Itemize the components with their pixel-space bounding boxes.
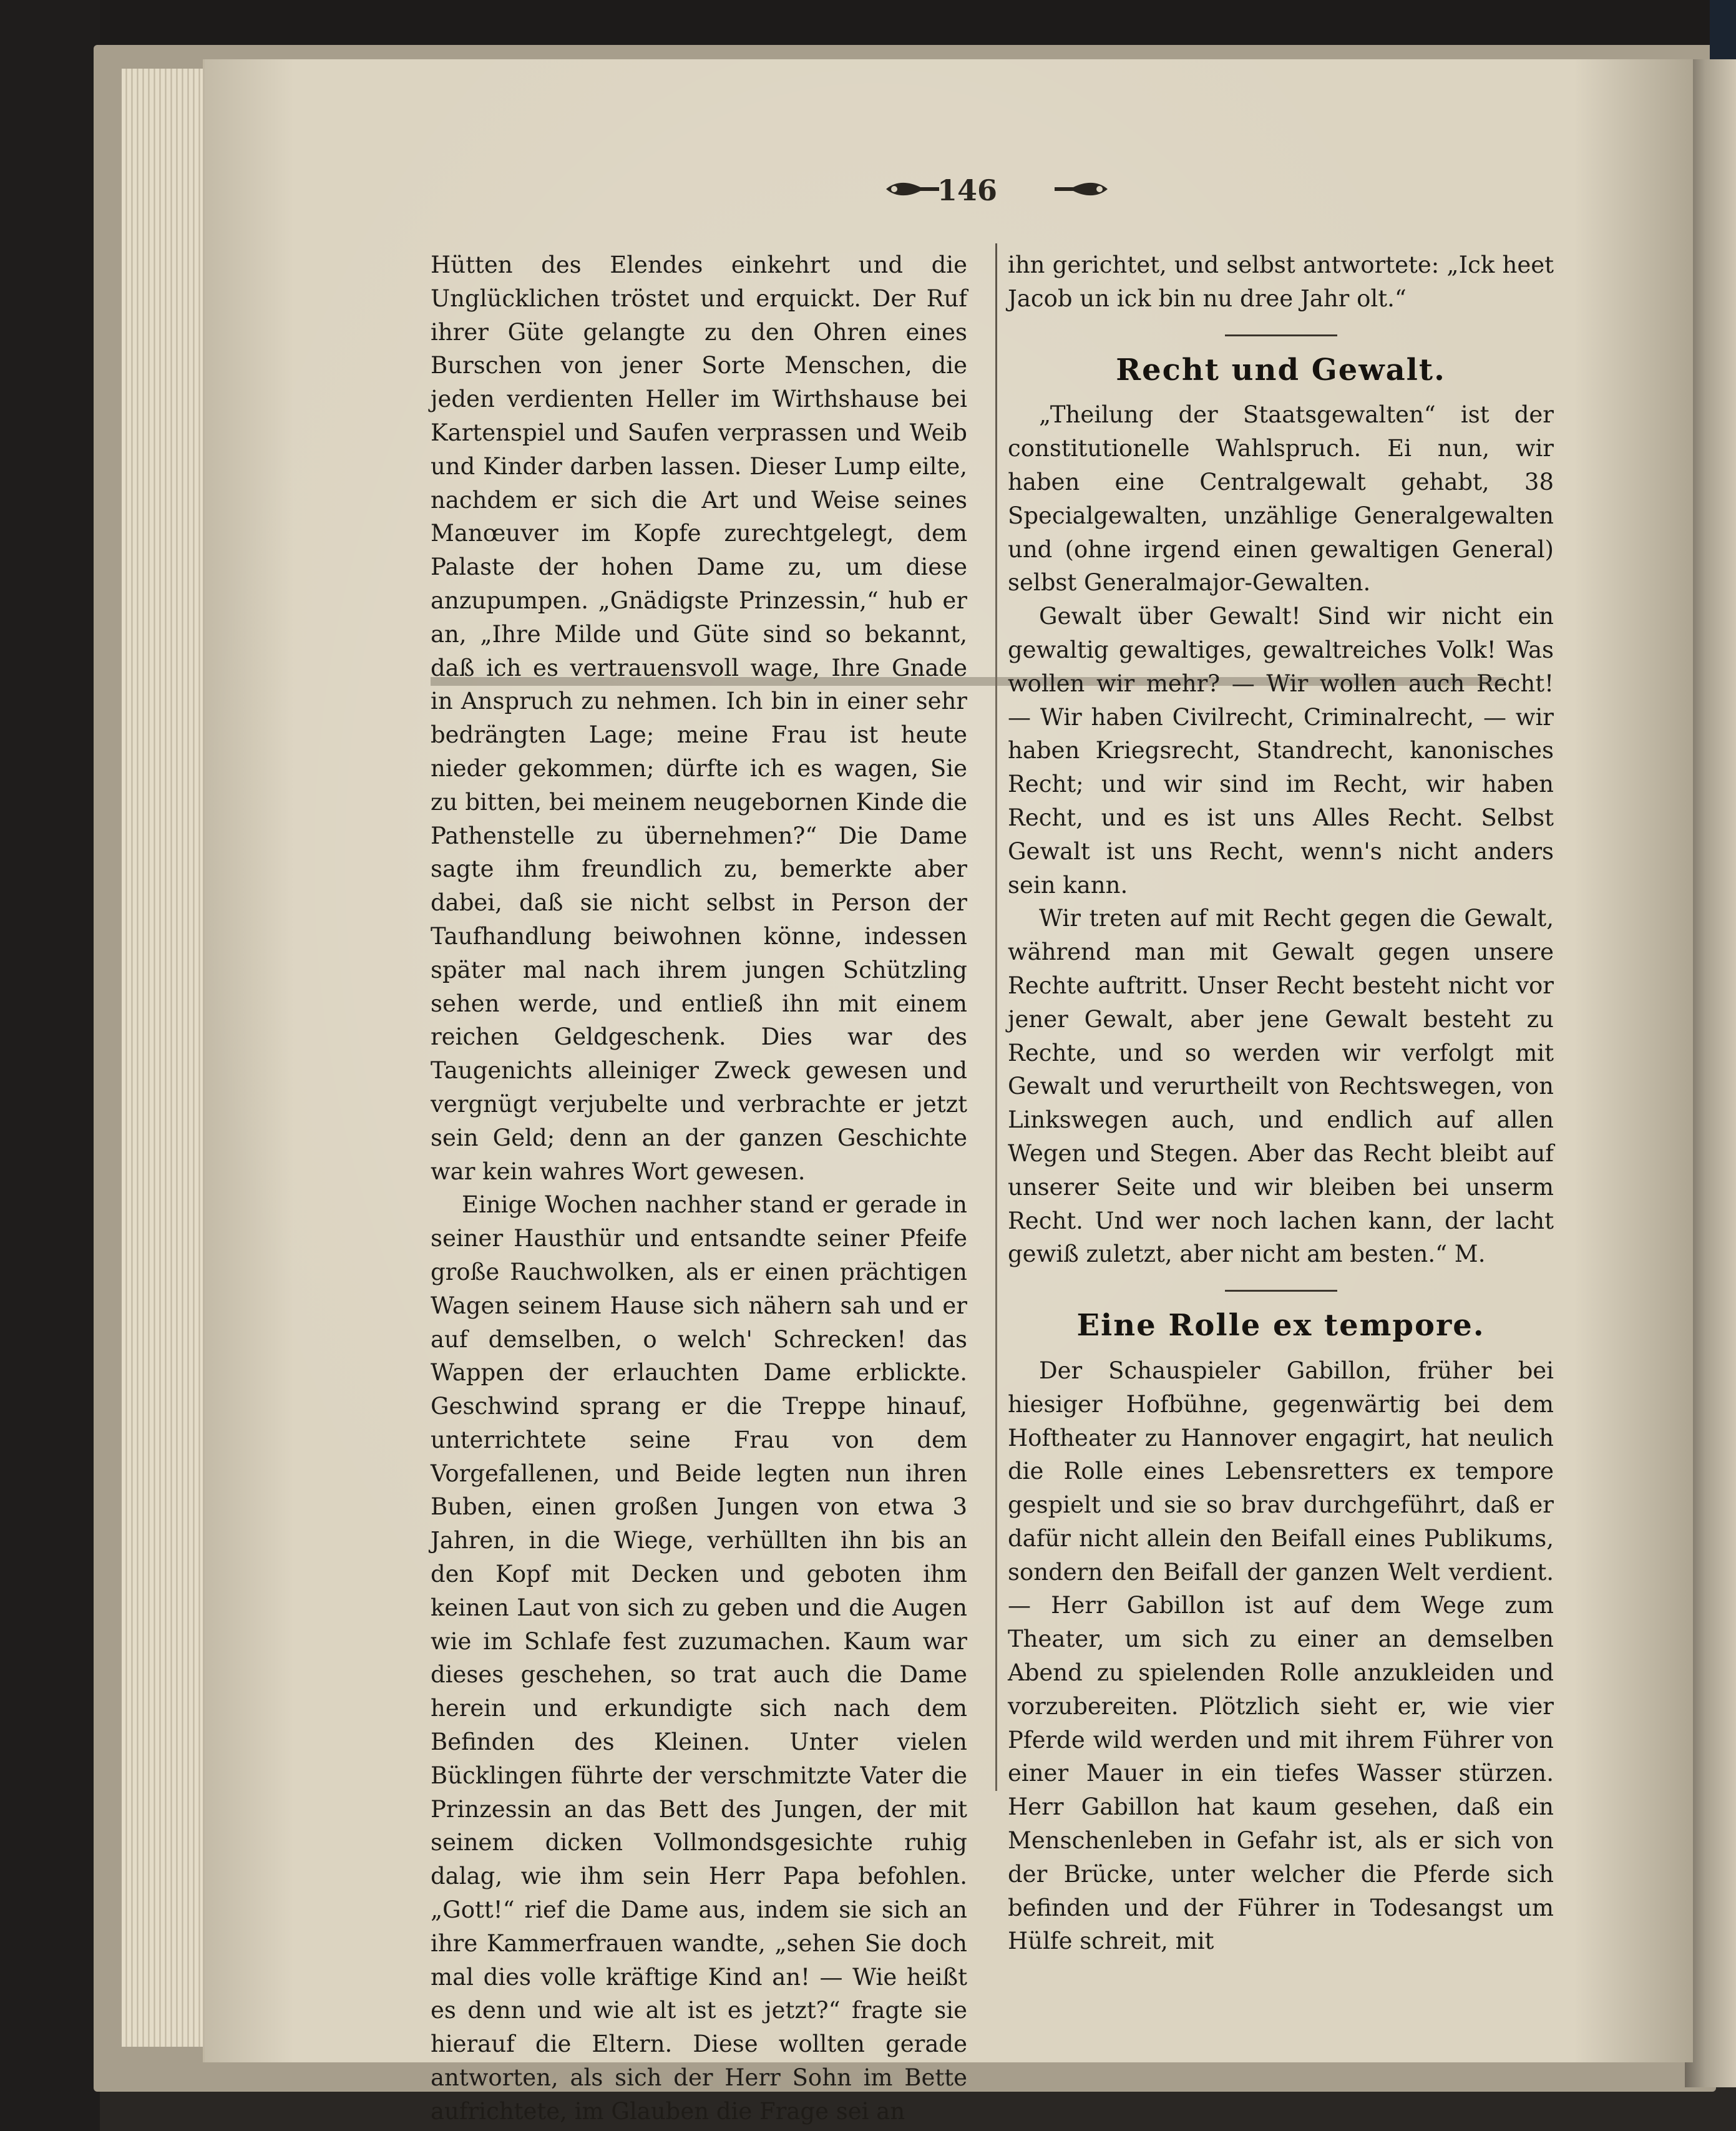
right-lead-paragraph: ihn gerichtet, und selbst antwortete: „Ick heet Jacob un ick bin nu dree Jahr olt.“ [1008, 251, 1554, 312]
right-ornament-icon [1051, 181, 1111, 197]
left-paragraph-1: Hütten des Elendes einkehrt und die Unglücklichen tröstet und erquickt. Der Ruf ihrer Güte gelangte zu den Ohren eines Burschen von jener Sorte Menschen, die jeden verdienten Heller im Wirthshause bei Kartenspiel und Saufen verprassen und Weib und Kinder darben lassen. Dieser Lump eilte, nachdem er sich die Art und Weise seines Manœuver im Kopfe zurechtgelegt, dem Palaste der hohen Dame zu, um diese anzupumpen. „Gnädigste Prinzessin,“ hub er an, „Ihre Milde und Güte sind so bekannt, daß ich es vertrauensvoll wage, Ihre Gnade in Anspruch zu nehmen. Ich bin in einer sehr bedrängten Lage; meine Frau ist heute nieder gekommen; dürfte ich es wagen, Sie zu bitten, bei meinem neugebornen Kinde die Pathenstelle zu übernehmen?“ Die Dame sagte ihm freundlich zu, bemerkte aber dabei, daß sie nicht selbst in Person der Taufhandlung beiwohnen könne, indessen später mal nach ihrem jungen Schützling sehen werde, und entließ ihn mit einem reichen Geldgeschenk. Dies war des Taugenichts alleiniger Zweck gewesen und vergnügt verjubelte und verbrachte er jetzt sein Geld; denn an der ganzen Geschichte war kein wahres Wort gewesen. [431, 251, 967, 1185]
right-column [1008, 248, 1554, 1958]
scan-backdrop-left [0, 0, 100, 2131]
page-number: 146 [937, 173, 998, 207]
section-title-rolle: Eine Rolle ex tempore. [1076, 1308, 1485, 1343]
section-title-recht: Recht und Gewalt. [1116, 352, 1446, 388]
recht-paragraph-3: Wir treten auf mit Recht gegen die Gewalt, während man mit Gewalt gegen unsere Rechte auftritt. Unser Recht besteht nicht vor jener Gewalt, aber jene Gewalt besteht zu Rechte, und so werden wir verfolgt mit Gewalt und verurtheilt von Rechtswegen, von Linkswegen auch, und endlich auf allen Wegen und Stegen. Aber das Recht bleibt auf unserer Seite und wir bleiben bei unserm Recht. Und wer noch lachen kann, der lacht gewiß zuletzt, aber nicht am besten.“ M. [1008, 905, 1554, 1268]
scan-backdrop-corner [1710, 0, 1736, 59]
rolle-paragraph-1: Der Schauspieler Gabillon, früher bei hiesiger Hofbühne, gegenwärtig bei dem Hoftheater zu Hannover engagirt, hat neulich die Rolle eines Lebensretters ex tempore gespielt und sie so brav durchgeführt, daß er dafür nicht allein den Beifall eines Publikums, sondern den Beifall der ganzen Welt verdient. — Herr Gabillon ist auf dem Wege zum Theater, um sich zu einer an demselben Abend zu spielenden Rolle anzukleiden und vorzubereiten. Plötzlich sieht er, wie vier Pferde wild werden und mit ihrem Führer von einer Mauer in ein tiefes Wasser stürzen. Herr Gabillon hat kaum gesehen, daß ein Menschenleben in Gefahr ist, als er sich von der Brücke, unter welcher die Pferde sich befinden und der Führer in Todesangst um Hülfe schreit, mit [1008, 1357, 1554, 1955]
column-divider [995, 243, 997, 1791]
recht-paragraph-1: „Theilung der Staatsgewalten“ ist der constitutionelle Wahlspruch. Ei nun, wir haben eine Centralgewalt gehabt, 38 Specialgewalten, unzählige Generalgewalten und (ohne irgend einen gewaltigen General) selbst Generalmajor-Gewalten. [1008, 401, 1554, 597]
page-stack-edges [122, 69, 209, 2047]
recht-paragraph-2: Gewalt über Gewalt! Sind wir nicht ein gewaltig gewaltiges, gewaltreiches Volk! Was wollen wir mehr? — Wir wollen auch Recht! — Wir haben Civilrecht, Criminalrecht, — wir haben Kriegsrecht, Standrecht, kanonisches Recht; und wir sind im Recht, wir haben Recht, und es ist uns Alles Recht. Selbst Gewalt ist uns Recht, wenn's nicht anders sein kann. [1008, 603, 1554, 899]
section-divider [1225, 334, 1337, 336]
left-column [431, 248, 967, 2129]
left-paragraph-2: Einige Wochen nachher stand er gerade in seiner Hausthür und entsandte seiner Pfeife große Rauchwolken, als er einen prächtigen Wagen seinem Hause sich nähern sah und er auf demselben, o welch' Schrecken! das Wappen der erlauchten Dame erblickte. Geschwind sprang er die Treppe hinauf, unterrichtete seine Frau von dem Vorgefallenen, und Beide legten nun ihren Buben, einen großen Jungen von etwa 3 Jahren, in die Wiege, verhüllten ihn bis an den Kopf mit Decken und geboten ihm keinen Laut von sich zu geben und die Augen wie im Schlafe fest zuzumachen. Kaum war dieses geschehen, so trat auch die Dame herein und erkundigte sich nach dem Befinden des Kleinen. Unter vielen Bücklingen führte der verschmitzte Vater die Prinzessin an das Bett des Jungen, der mit seinem dicken Vollmondsgesichte ruhig dalag, wie ihm sein Herr Papa befohlen. „Gott!“ rief die Dame aus, indem sie sich an ihre Kammerfrauen wandte, „sehen Sie doch mal dies volle kräftige Kind an! — Wie heißt es denn und wie alt ist es jetzt?“ fragte sie hierauf die Eltern. Diese wollten gerade antworten, als sich der Herr Sohn im Bette aufrichtete, im Glauben die Frage sei an [431, 1191, 967, 2125]
section-divider-2 [1225, 1290, 1337, 1292]
